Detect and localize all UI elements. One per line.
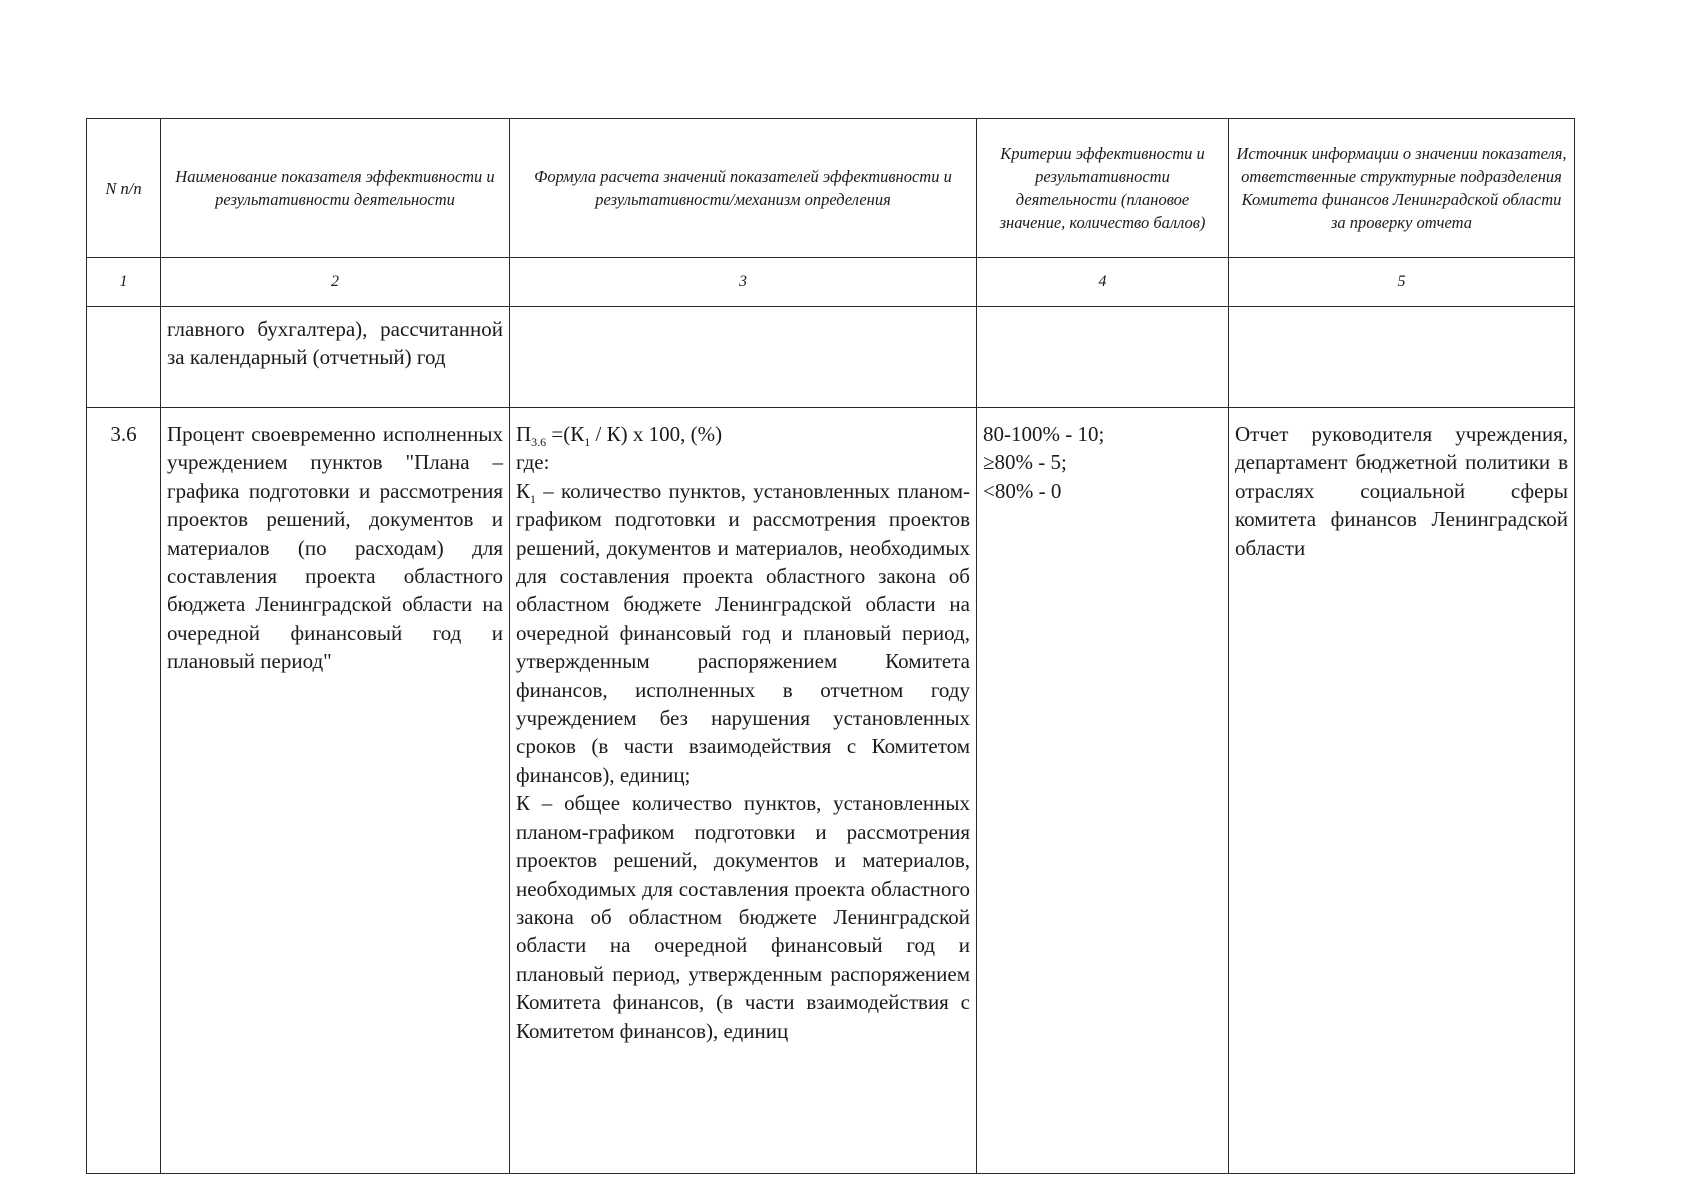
header-number: N п/п <box>87 119 161 258</box>
source-cell: Отчет руководителя учреждения, департамент бюджетной политики в отраслях социальной сферы комитета финансов Ленинградской области <box>1229 408 1575 1174</box>
formula-k1-definition: $К_1$ – количество пунктов, установленных планом-графиком подготовки и рассмотрения проектов решений, документов и материалов, необходимых для составления проекта областного закона об областном бюджете Ленинградской области на очередной финансовый год и плановый период, утвержденным распоряжением Комитета финансов, исполненных в отчетном году учреждением без нарушения установленных сроков (в части взаимодействия с Комитетом финансов), единиц; <box>516 478 970 787</box>
criteria-cell <box>977 307 1229 408</box>
formula-cell <box>510 307 977 408</box>
indicators-table <box>86 118 1575 1174</box>
formula-k-definition: К – общее количество пунктов, установленных планом-графиком подготовки и рассмотрения проектов решений, документов и материалов, необходимых для составления проекта областного закона об областном бюджете Ленинградской области на очередной финансовый год и плановый период, утвержденным распоряжением Комитета финансов, (в части взаимодействия с Комитетом финансов), единиц <box>516 791 970 1043</box>
column-number: 1 <box>87 258 161 307</box>
column-number: 4 <box>977 258 1229 307</box>
header-indicator-name: Наименование показателя эффективности и результативности деятельности <box>161 119 510 258</box>
column-number: 3 <box>510 258 977 307</box>
header-source: Источник информации о значении показателя, ответственные структурные подразделения Комитета финансов Ленинградской области за проверку отчета <box>1229 119 1575 258</box>
row-number <box>87 307 161 408</box>
header-formula: Формула расчета значений показателей эффективности и результативности/механизм определения <box>510 119 977 258</box>
table-row <box>87 307 1575 408</box>
column-numbers-row <box>87 258 1575 307</box>
source-cell <box>1229 307 1575 408</box>
table-header-row <box>87 119 1575 258</box>
table-row <box>87 408 1575 1174</box>
formula-where: где: <box>516 450 550 475</box>
criteria-line: 80-100% - 10; <box>983 422 1105 446</box>
criteria-line: ≥80% - 5; <box>983 450 1067 475</box>
indicator-name: главного бухгалтера), рассчитанной за календарный (отчетный) год <box>161 307 510 408</box>
column-number: 2 <box>161 258 510 307</box>
criteria-cell <box>977 408 1229 1174</box>
column-number: 5 <box>1229 258 1575 307</box>
formula-cell <box>510 408 977 1174</box>
indicator-name: Процент своевременно исполненных учреждением пунктов "Плана – графика подготовки и рассмотрения проектов решений, документов и материалов (по расходам) для составления проекта областного бюджета Ленинградской области на очередной финансовый год и плановый период" <box>161 408 510 1174</box>
header-criteria: Критерии эффективности и результативности деятельности (плановое значение, количество баллов) <box>977 119 1229 258</box>
formula-expression: $П_{3.6} =(К_1 / К)$ х 100, (%) <box>516 422 723 450</box>
row-number: 3.6 <box>87 408 161 1174</box>
criteria-line: <80% - 0 <box>983 478 1062 503</box>
